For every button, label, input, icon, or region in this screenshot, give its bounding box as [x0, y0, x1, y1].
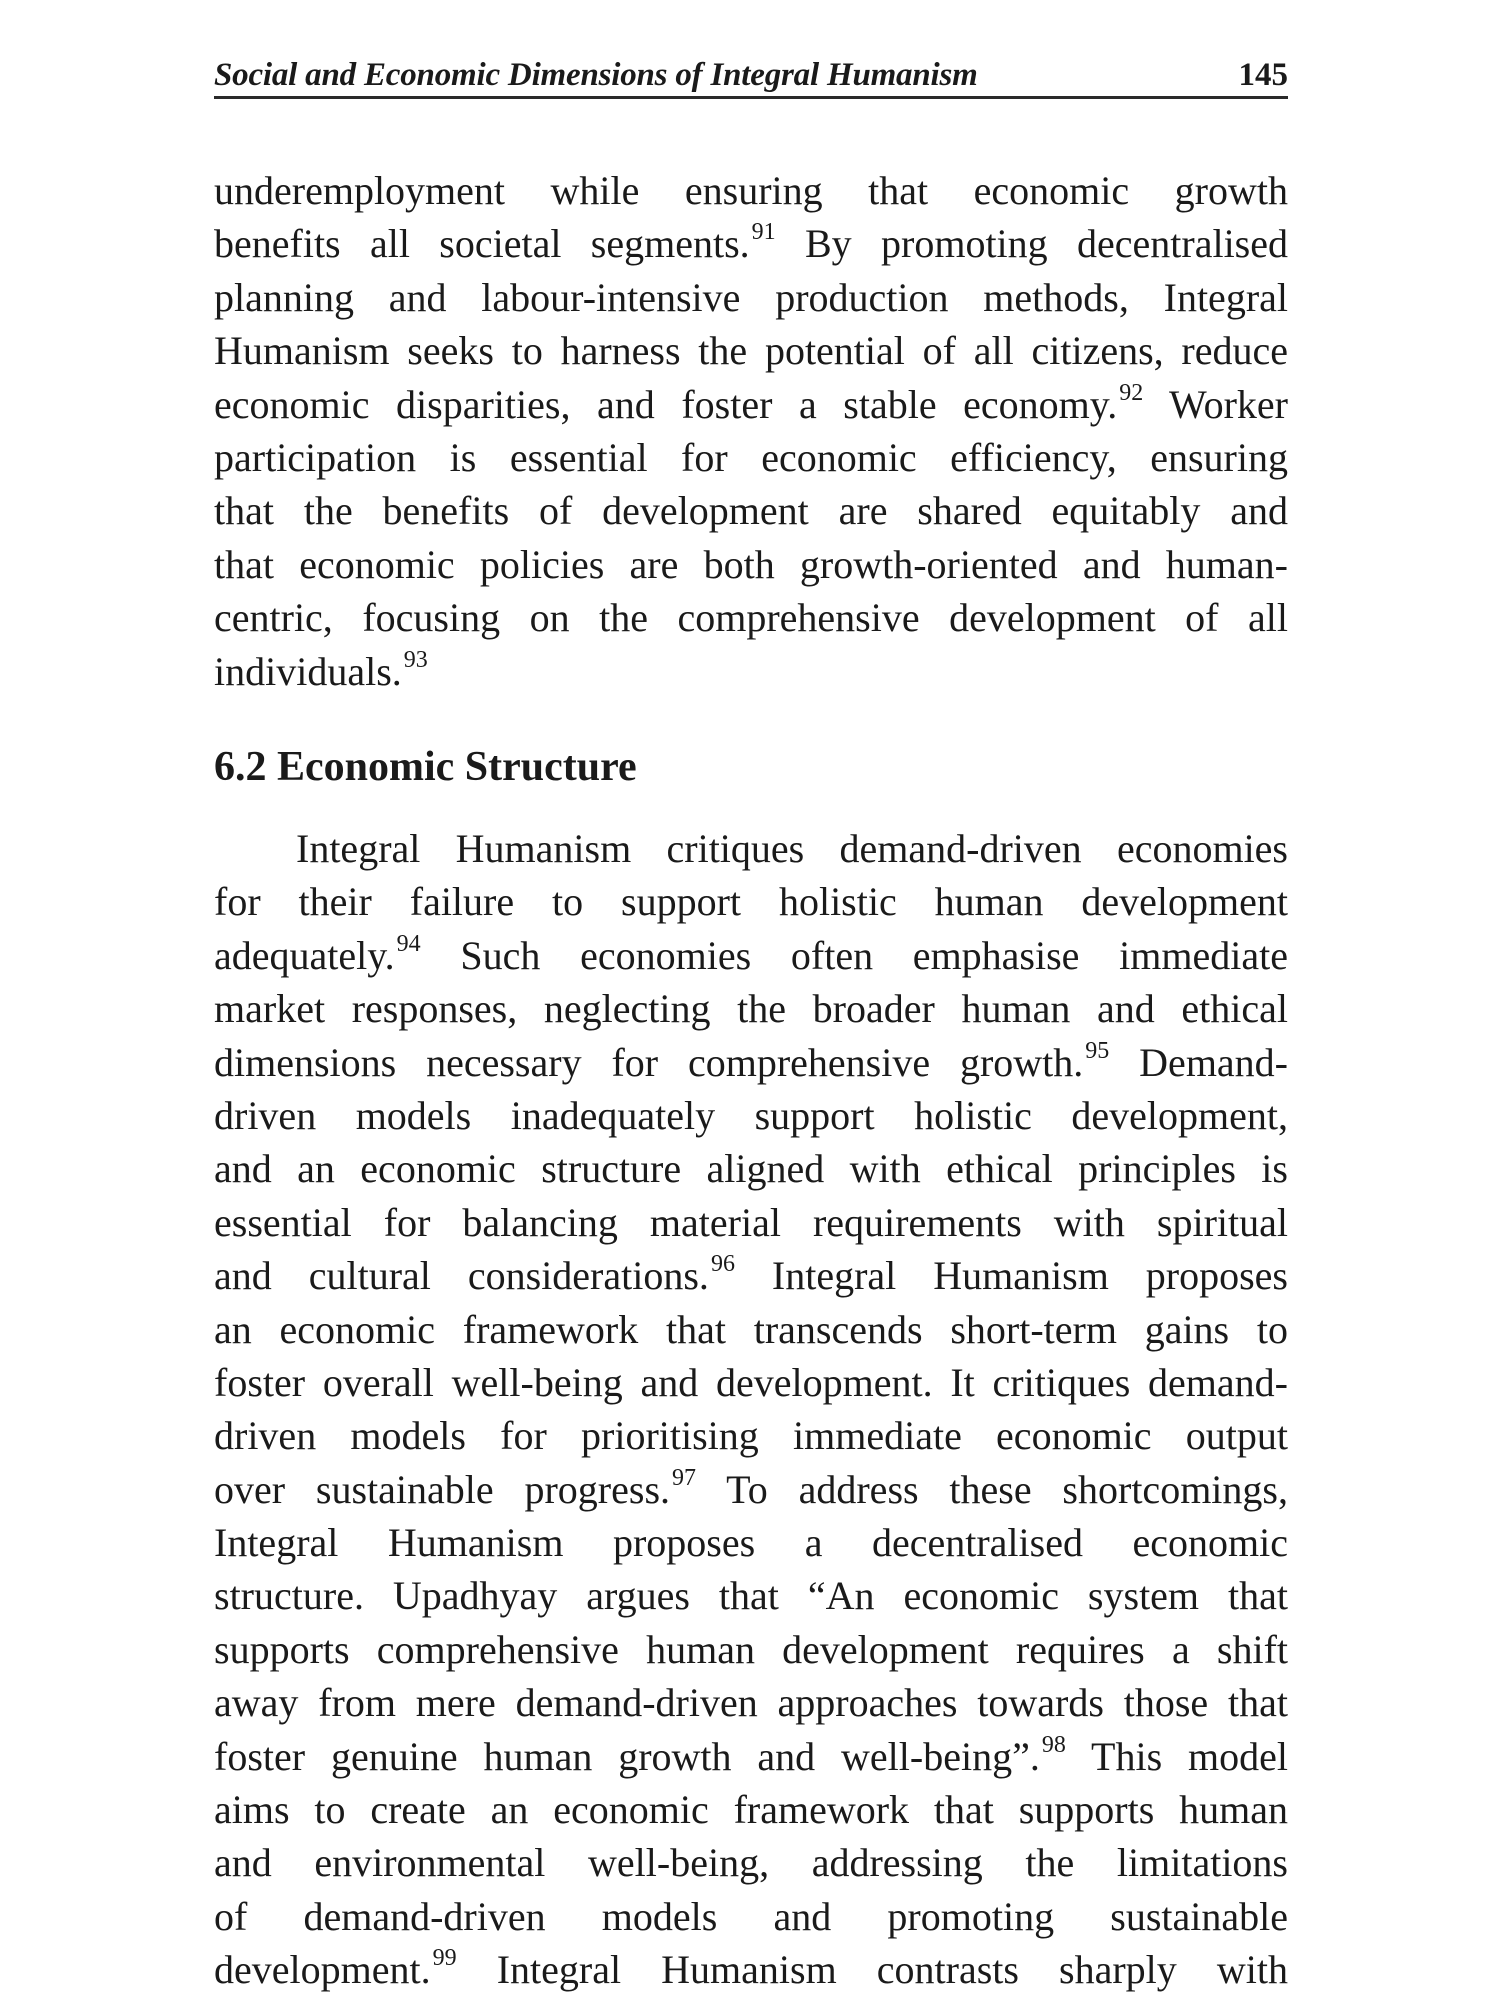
text-line: participation is essential for economic efficiency, ensuring — [214, 434, 1288, 480]
text-line: structure. Upadhyay argues that “An economic system that — [214, 1573, 1288, 1619]
text-line: Integral Humanism critiques demand-driven economies — [296, 826, 1288, 871]
text-line: market responses, neglecting the broader human and ethical — [214, 986, 1288, 1032]
text-line: Integral Humanism proposes a decentralised economic — [214, 1520, 1288, 1566]
text-line: underemployment while ensuring that economic growth — [214, 168, 1288, 213]
text-line: for their failure to support holistic human development — [214, 879, 1288, 925]
paragraph-economic-structure — [214, 822, 1288, 1997]
page-number: 145 — [1238, 57, 1288, 93]
text-line: away from mere demand-driven approaches towards those that — [214, 1680, 1288, 1726]
text-line: that economic policies are both growth-oriented and human- — [214, 541, 1288, 587]
text-line: centric, focusing on the comprehensive development of all — [214, 595, 1288, 641]
text-line: supports comprehensive human development requires a shift — [214, 1626, 1288, 1672]
text-line: and an economic structure aligned with ethical principles is — [214, 1146, 1288, 1192]
text-line: aims to create an economic framework that supports human — [214, 1787, 1288, 1833]
section-heading: 6.2 Economic Structure — [214, 744, 637, 790]
text-line: driven models inadequately support holistic development, — [214, 1092, 1288, 1138]
text-line: benefits all societal segments.$^{91}$ By promoting decentralised — [214, 219, 1288, 267]
text-line: development.$^{99}$ Integral Humanism contrasts sharply with — [214, 1945, 1288, 1993]
text-line: Humanism seeks to harness the potential of all citizens, reduce — [214, 328, 1288, 374]
header-title: Social and Economic Dimensions of Integral Humanism — [214, 57, 978, 93]
text-line: adequately.$^{94}$ Such economies often emphasise immediate — [214, 930, 1288, 978]
text-line: planning and labour-intensive production methods, Integral — [214, 274, 1288, 320]
text-line: over sustainable progress.$^{97}$ To address these shortcomings, — [214, 1464, 1288, 1512]
footnote-marker: 91 — [751, 219, 776, 246]
footnote-marker: 96 — [710, 1251, 735, 1278]
text-line: dimensions necessary for comprehensive growth.$^{95}$ Demand- — [214, 1037, 1288, 1085]
text-line: economic disparities, and foster a stable economy.$^{92}$ Worker — [214, 379, 1288, 427]
running-header — [214, 44, 1288, 92]
header-rule — [214, 96, 1288, 99]
footnote-marker: 97 — [672, 1464, 697, 1491]
text-line: foster genuine human growth and well-being”.$^{98}$ This model — [214, 1731, 1288, 1779]
text-line: and environmental well-being, addressing the limitations — [214, 1840, 1288, 1886]
text-line: of demand-driven models and promoting sustainable — [214, 1893, 1288, 1939]
text-line: driven models for prioritising immediate economic output — [214, 1413, 1288, 1459]
footnote-marker: 92 — [1119, 379, 1144, 406]
footnote-marker: 98 — [1041, 1731, 1066, 1758]
paragraph-continued — [214, 164, 1288, 698]
footnote-marker: 93 — [403, 646, 428, 673]
footnote-marker: 94 — [396, 930, 421, 957]
text-line: that the benefits of development are shared equitably and — [214, 488, 1288, 534]
text-line: individuals.$^{93}$ — [214, 646, 428, 694]
text-line: foster overall well-being and development. It critiques demand- — [214, 1359, 1288, 1405]
footnote-marker: 99 — [432, 1945, 457, 1972]
text-line: essential for balancing material requirements with spiritual — [214, 1199, 1288, 1245]
text-line: and cultural considerations.$^{96}$ Integral Humanism proposes — [214, 1251, 1288, 1299]
footnote-marker: 95 — [1085, 1037, 1110, 1064]
text-line: an economic framework that transcends short-term gains to — [214, 1306, 1288, 1352]
